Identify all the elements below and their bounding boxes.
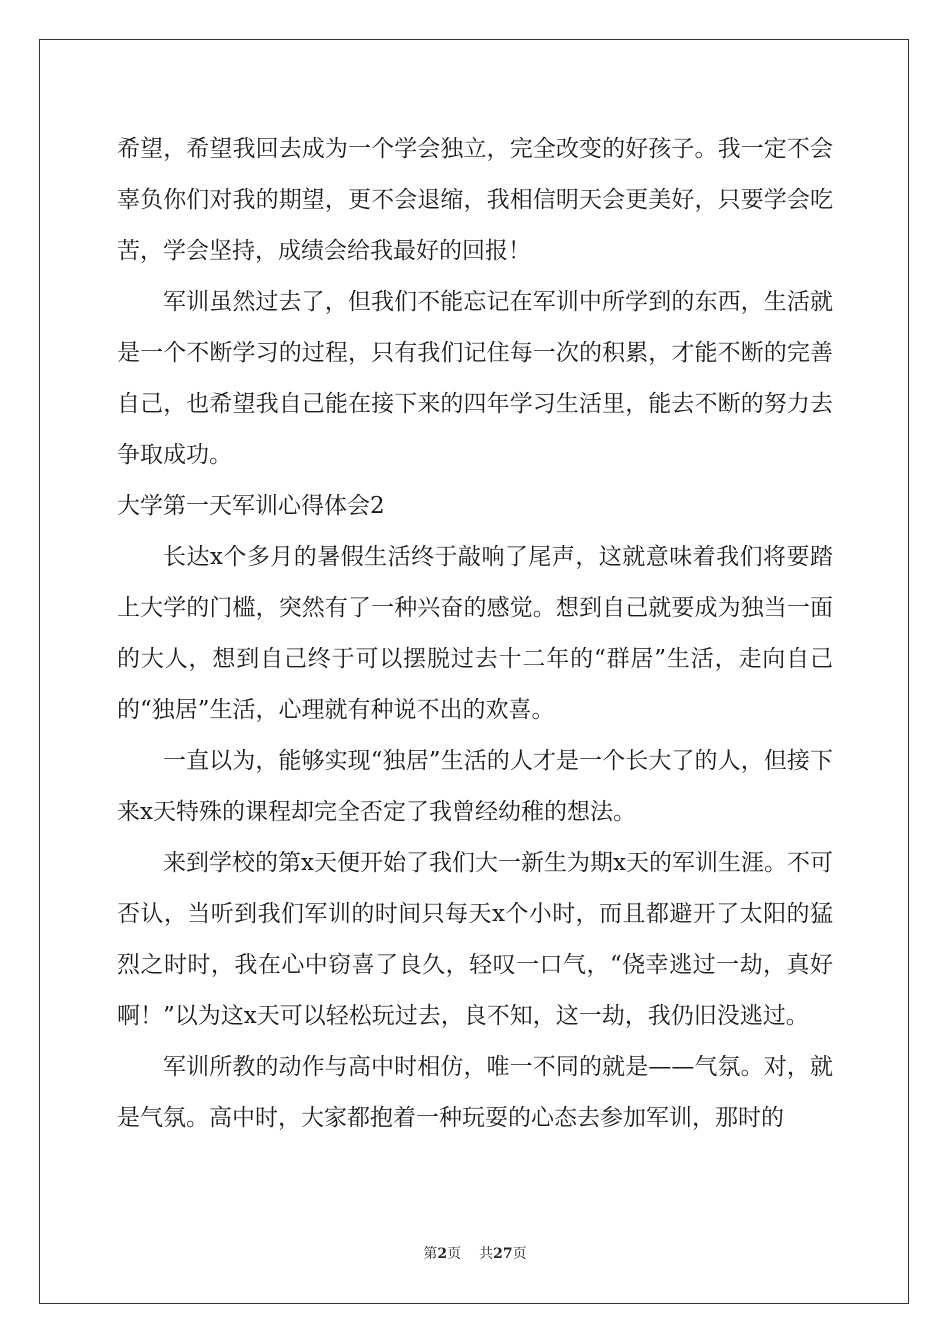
page-current: 2: [437, 1246, 448, 1262]
section-heading: 大学第一天军训心得体会2: [117, 493, 385, 519]
document-body: [117, 124, 833, 1144]
page-footer: [0, 1244, 950, 1264]
total-prefix: 共: [479, 1246, 494, 1262]
page-suffix: 页: [447, 1246, 462, 1262]
page-prefix: 第: [423, 1246, 438, 1262]
paragraph: 军训所教的动作与高中时相仿，唯一不同的就是——气氛。对，就是气氛。高中时，大家都抱着一种玩耍的心态去参加军训，那时的: [117, 1054, 833, 1131]
page-total: 27: [493, 1246, 513, 1262]
paragraph: 来到学校的第x天便开始了我们大一新生为期x天的军训生涯。不可否认，当听到我们军训的时间只每天x个小时，而且都避开了太阳的猛烈之时时，我在心中窃喜了良久，轻叹一口气，“侥幸逃过一劫，真好啊！”以为这x天可以轻松玩过去，良不知，这一劫，我仍旧没逃过。: [117, 850, 833, 1029]
total-suffix: 页: [512, 1246, 527, 1262]
paragraph: 军训虽然过去了，但我们不能忘记在军训中所学到的东西，生活就是一个不断学习的过程，只有我们记住每一次的积累，才能不断的完善自己，也希望我自己能在接下来的四年学习生活里，能去不断的努力去争取成功。: [117, 289, 833, 468]
paragraph: 长达x个多月的暑假生活终于敲响了尾声，这就意味着我们将要踏上大学的门槛，突然有了一种兴奋的感觉。想到自己就要成为独当一面的大人，想到自己终于可以摆脱过去十二年的“群居”生活，走向自己的“独居”生活，心理就有种说不出的欢喜。: [117, 544, 833, 723]
paragraph-continued: 希望，希望我回去成为一个学会独立，完全改变的好孩子。我一定不会辜负你们对我的期望，更不会退缩，我相信明天会更美好，只要学会吃苦，学会坚持，成绩会给我最好的回报！: [117, 136, 833, 264]
paragraph: 一直以为，能够实现“独居”生活的人才是一个长大了的人，但接下来x天特殊的课程却完全否定了我曾经幼稚的想法。: [117, 748, 833, 825]
